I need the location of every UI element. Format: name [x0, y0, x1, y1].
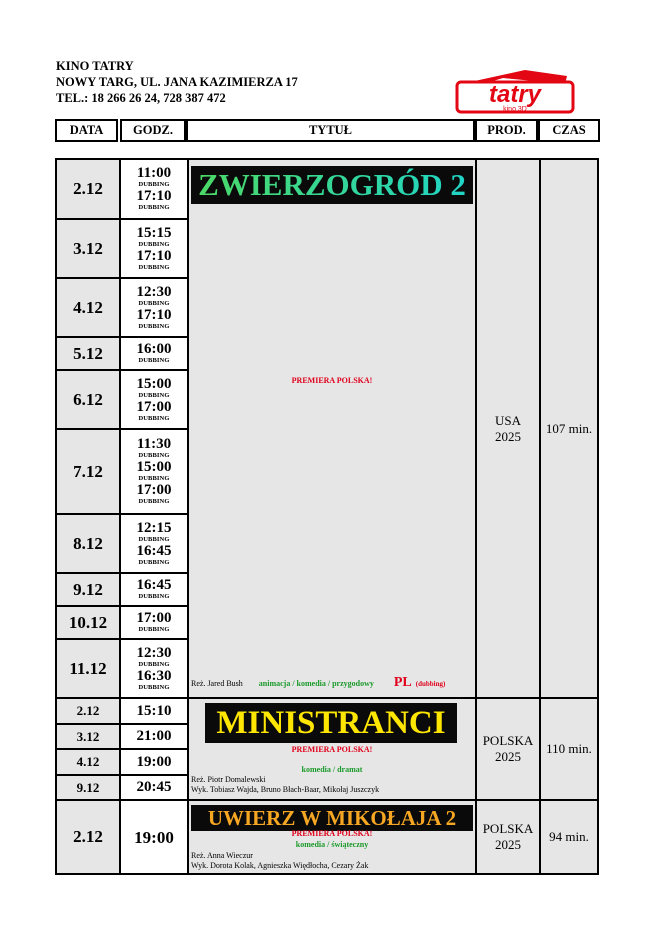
premiere-label: PREMIERA POLSKA!: [291, 829, 373, 838]
date-cell: 8.12: [56, 514, 120, 573]
date-cell: 2.12: [56, 698, 120, 724]
time-cell: 19:00: [120, 800, 188, 874]
premiere-label: PREMIERA POLSKA!: [291, 376, 373, 385]
time-cell: 15:10: [120, 698, 188, 724]
table-row: [56, 800, 598, 874]
date-cell: 5.12: [56, 337, 120, 370]
cinema-address: NOWY TARG, UL. JANA KAZIMIERZA 17: [56, 75, 298, 89]
time-cell: 11:30 DUBBING 15:00 DUBBING 17:00 DUBBING: [120, 429, 188, 514]
genre: komedia / świąteczny: [295, 840, 369, 849]
director: Reż. Anna Wieczur: [191, 851, 253, 860]
movie-title-banner: [191, 166, 473, 204]
movie-title: MINISTRANCI: [216, 705, 446, 741]
premiere-label: PREMIERA POLSKA!: [291, 745, 373, 754]
time-cell: 12:30 DUBBING 16:30 DUBBING: [120, 639, 188, 698]
time-cell: 15:15 DUBBING 17:10 DUBBING: [120, 219, 188, 278]
duration-cell: 94 min.: [540, 800, 598, 874]
movie-title: UWIERZ W MIKOŁAJA 2: [207, 806, 457, 830]
cinema-phone: TEL.: 18 266 26 24, 728 387 472: [56, 91, 226, 105]
movie-footer: [191, 851, 368, 871]
movie-title-cell: [188, 159, 476, 698]
cinema-name: KINO TATRY: [56, 59, 134, 73]
schedule-table: [55, 158, 599, 875]
movie-title-cell: [188, 698, 476, 800]
time-cell: 19:00: [120, 749, 188, 775]
time-cell: 15:00 DUBBING 17:00 DUBBING: [120, 370, 188, 429]
header-prod: PROD.: [475, 119, 538, 142]
cinema-info: [56, 58, 298, 106]
time-cell: 17:00 DUBBING: [120, 606, 188, 639]
time-cell: 12:30 DUBBING 17:10 DUBBING: [120, 278, 188, 337]
time-cell: 16:00 DUBBING: [120, 337, 188, 370]
genre: komedia / dramat: [301, 765, 363, 774]
header-duration: CZAS: [538, 119, 600, 142]
director: Reż. Jared Bush: [191, 679, 243, 688]
header-title: TYTUŁ: [186, 119, 475, 142]
time-cell: 11:00 DUBBING 17:10 DUBBING: [120, 159, 188, 219]
language-label: PL: [393, 675, 412, 690]
time-cell: 12:15 DUBBING 16:45 DUBBING: [120, 514, 188, 573]
time-cell: 20:45: [120, 775, 188, 800]
production-cell: POLSKA 2025: [476, 800, 540, 874]
header-date: DATA: [55, 119, 118, 142]
movie-footer: [191, 673, 445, 691]
date-cell: 11.12: [56, 639, 120, 698]
duration-cell: 110 min.: [540, 698, 598, 800]
svg-text:kino 3D: kino 3D: [503, 106, 527, 113]
movie-title-cell: [188, 800, 476, 874]
header-time: GODZ.: [120, 119, 186, 142]
date-cell: 9.12: [56, 775, 120, 800]
tatry-logo: [455, 66, 575, 114]
date-cell: 3.12: [56, 219, 120, 278]
time-cell: 16:45 DUBBING: [120, 573, 188, 606]
date-cell: 9.12: [56, 573, 120, 606]
cast: Wyk. Tobiasz Wajda, Bruno Błach-Baar, Mikołaj Juszczyk: [191, 785, 380, 794]
date-cell: 2.12: [56, 800, 120, 874]
cast: Wyk. Dorota Kolak, Agnieszka Więdłocha, Cezary Żak: [191, 861, 369, 870]
table-row: [56, 159, 598, 219]
date-cell: 2.12: [56, 159, 120, 219]
date-cell: 3.12: [56, 724, 120, 749]
movie-title: ZWIERZOGRÓD 2: [191, 166, 473, 204]
date-cell: 10.12: [56, 606, 120, 639]
date-cell: 6.12: [56, 370, 120, 429]
movie-title-banner: [191, 805, 473, 831]
duration-cell: 107 min.: [540, 159, 598, 698]
production-cell: POLSKA 2025: [476, 698, 540, 800]
time-cell: 21:00: [120, 724, 188, 749]
table-row: [56, 698, 598, 724]
language-note: (dubbing): [415, 680, 446, 688]
genre: animacja / komedia / przygodowy: [258, 679, 374, 688]
production-cell: USA 2025: [476, 159, 540, 698]
movie-title-banner: [205, 703, 457, 743]
date-cell: 4.12: [56, 278, 120, 337]
date-cell: 4.12: [56, 749, 120, 775]
svg-text:tatry: tatry: [488, 81, 542, 108]
date-cell: 7.12: [56, 429, 120, 514]
director: Reż. Piotr Domalewski: [191, 775, 266, 784]
movie-footer: [191, 775, 379, 795]
